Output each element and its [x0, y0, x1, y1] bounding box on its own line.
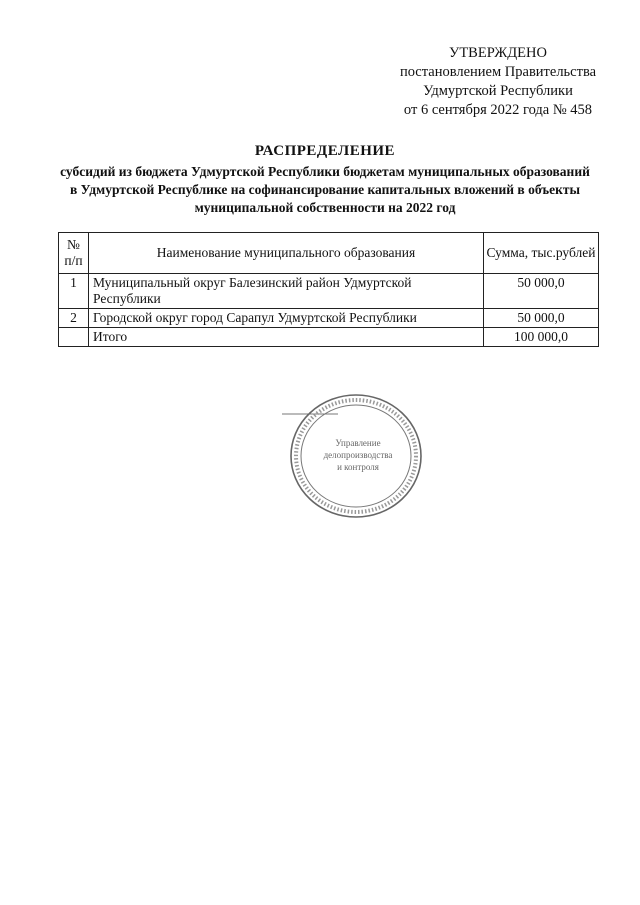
stamp-inner-line-1: Управление [335, 438, 381, 448]
document-title: РАСПРЕДЕЛЕНИЕ [254, 143, 396, 159]
approval-block [378, 44, 618, 120]
approval-line-3: от 6 сентября 2022 года № 458 [403, 102, 593, 118]
table-header-row [59, 233, 599, 274]
approval-line-2: Удмуртской Республики [423, 83, 573, 99]
approval-title: УТВЕРЖДЕНО [449, 45, 547, 61]
total-sum: 100 000,0 [484, 328, 599, 347]
header-num: № п/п [59, 233, 89, 274]
header-name: Наименование муниципального образования [89, 233, 484, 274]
row-num: 2 [59, 309, 89, 328]
distribution-table [58, 232, 599, 347]
official-seal-stamp [280, 392, 425, 520]
approval-line-1: постановлением Правительства [399, 64, 597, 80]
total-label: Итого [89, 328, 484, 347]
row-num: 1 [59, 274, 89, 309]
document-subtitle-line-2: в Удмуртской Республике на софинансирование капитальных вложений в объекты [69, 182, 581, 197]
table-total-row [59, 328, 599, 347]
header-sum: Сумма, тыс.рублей [484, 233, 599, 274]
table-row [59, 274, 599, 309]
row-sum: 50 000,0 [484, 309, 599, 328]
row-name: Городской округ город Сарапул Удмуртской Республики [89, 309, 484, 328]
table-row [59, 309, 599, 328]
row-sum: 50 000,0 [484, 274, 599, 309]
document-subtitle-line-3: муниципальной собственности на 2022 год [194, 200, 456, 215]
stamp-inner-line-3: и контроля [337, 462, 379, 472]
document-subtitle-line-1: субсидий из бюджета Удмуртской Республики бюджетам муниципальных образований [60, 164, 590, 179]
total-num [59, 328, 89, 347]
row-name: Муниципальный округ Балезинский район Удмуртской Республики [89, 274, 484, 309]
document-title-block [40, 143, 610, 217]
stamp-inner-line-2: делопроизводства [323, 450, 393, 460]
